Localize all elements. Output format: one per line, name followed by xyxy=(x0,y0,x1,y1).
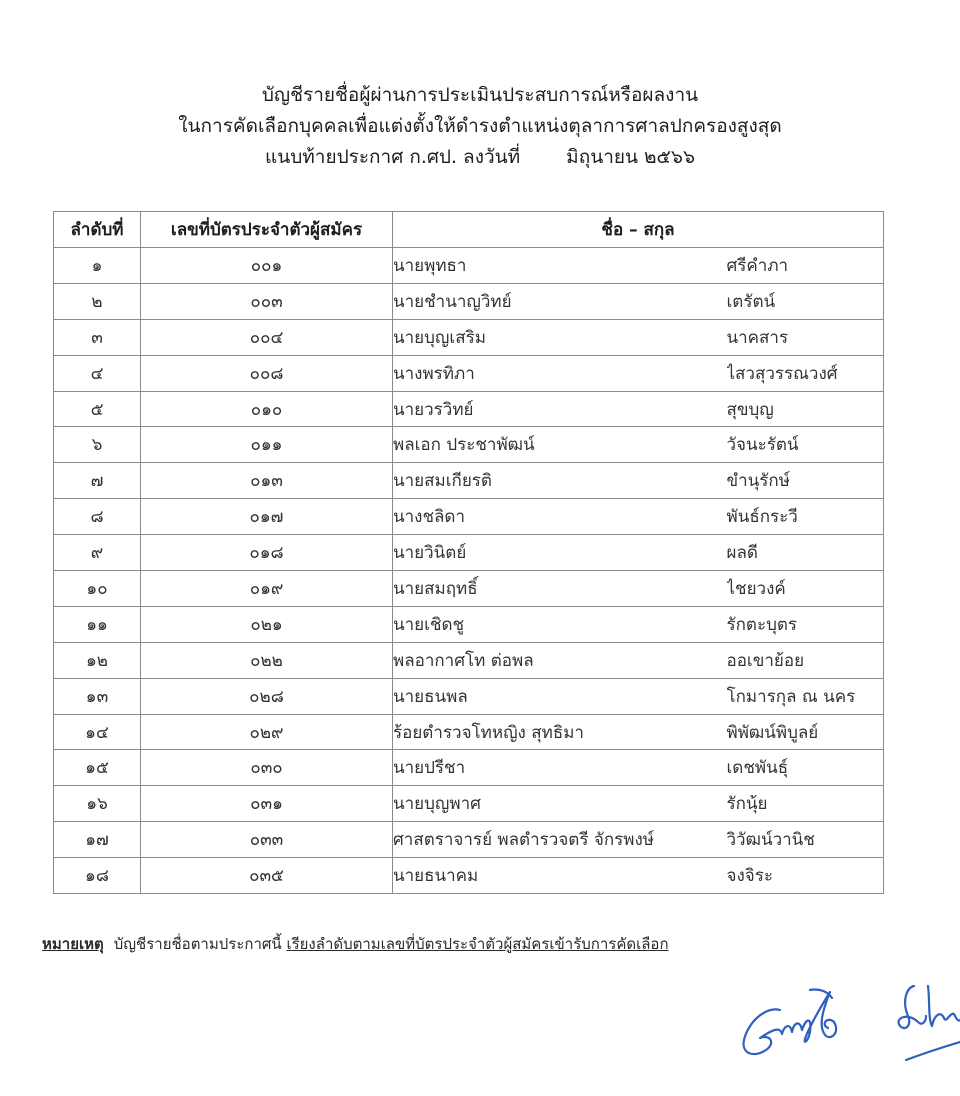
row-last-name: วิวัฒน์วานิช xyxy=(727,822,884,858)
row-applicant-id: ๐๑๙ xyxy=(141,571,393,607)
row-last-name: ขำนุรักษ์ xyxy=(727,463,884,499)
row-last-name: ไสวสุวรรณวงศ์ xyxy=(727,355,884,391)
row-order-number: ๓ xyxy=(54,319,141,355)
row-order-number: ๑๗ xyxy=(54,822,141,858)
title-line-2: ในการคัดเลือกบุคคลเพื่อแต่งตั้งให้ดำรงตำแหน่งตุลาการศาลปกครองสูงสุด xyxy=(178,115,782,137)
document-title xyxy=(0,80,960,173)
table-row xyxy=(54,822,884,858)
row-applicant-id: ๐๓๕ xyxy=(141,858,393,894)
column-header-name: ชื่อ – สกุล xyxy=(393,212,884,248)
row-order-number: ๑๐ xyxy=(54,571,141,607)
row-first-name: นายบุญพาศ xyxy=(393,786,727,822)
row-last-name: สุขบุญ xyxy=(727,391,884,427)
row-order-number: ๑๑ xyxy=(54,606,141,642)
row-first-name: นายธนพล xyxy=(393,678,727,714)
announcement-month-year: มิถุนายน ๒๕๖๖ xyxy=(566,146,696,168)
row-order-number: ๑๖ xyxy=(54,786,141,822)
row-first-name: นายสมเกียรติ xyxy=(393,463,727,499)
table-row xyxy=(54,355,884,391)
table-header-row xyxy=(54,212,884,248)
footnote-text: บัญชีรายชื่อตามประกาศนี้ xyxy=(113,935,282,953)
title-line-3 xyxy=(0,142,960,173)
row-applicant-id: ๐๑๐ xyxy=(141,391,393,427)
handwritten-signature-icon xyxy=(736,982,960,1072)
row-order-number: ๒ xyxy=(54,283,141,319)
row-order-number: ๑๘ xyxy=(54,858,141,894)
row-last-name: รักตะบุตร xyxy=(727,606,884,642)
row-order-number: ๑๒ xyxy=(54,642,141,678)
table-row xyxy=(54,391,884,427)
row-last-name: รักนุ้ย xyxy=(727,786,884,822)
row-applicant-id: ๐๐๔ xyxy=(141,319,393,355)
table-row xyxy=(54,248,884,284)
signature-image xyxy=(736,982,960,1072)
table-row xyxy=(54,606,884,642)
row-applicant-id: ๐๑๗ xyxy=(141,499,393,535)
row-first-name: ร้อยตำรวจโทหญิง สุทธิมา xyxy=(393,714,727,750)
row-last-name: พิพัฒน์พิบูลย์ xyxy=(727,714,884,750)
row-first-name: นายพุทธา xyxy=(393,248,727,284)
row-last-name: นาคสาร xyxy=(727,319,884,355)
row-last-name: วัจนะรัตน์ xyxy=(727,427,884,463)
row-last-name: พันธ์กระวี xyxy=(727,499,884,535)
row-order-number: ๕ xyxy=(54,391,141,427)
row-applicant-id: ๐๒๒ xyxy=(141,642,393,678)
table-row xyxy=(54,714,884,750)
row-applicant-id: ๐๐๑ xyxy=(141,248,393,284)
row-first-name: นายชำนาญวิทย์ xyxy=(393,283,727,319)
row-order-number: ๘ xyxy=(54,499,141,535)
row-first-name: ศาสตราจารย์ พลตำรวจตรี จักรพงษ์ xyxy=(393,822,727,858)
row-applicant-id: ๐๓๐ xyxy=(141,750,393,786)
table-row xyxy=(54,858,884,894)
row-first-name: นายธนาคม xyxy=(393,858,727,894)
row-order-number: ๔ xyxy=(54,355,141,391)
row-first-name: นายวรวิทย์ xyxy=(393,391,727,427)
row-applicant-id: ๐๐๘ xyxy=(141,355,393,391)
table-row xyxy=(54,499,884,535)
row-order-number: ๗ xyxy=(54,463,141,499)
row-last-name: ศรีคำภา xyxy=(727,248,884,284)
footnote-label: หมายเหตุ xyxy=(42,935,104,953)
row-last-name: จงจิระ xyxy=(727,858,884,894)
row-applicant-id: ๐๒๙ xyxy=(141,714,393,750)
row-first-name: นายวินิตย์ xyxy=(393,535,727,571)
row-applicant-id: ๐๑๑ xyxy=(141,427,393,463)
table-row xyxy=(54,786,884,822)
table-row xyxy=(54,463,884,499)
table-row xyxy=(54,427,884,463)
row-applicant-id: ๐๒๘ xyxy=(141,678,393,714)
row-applicant-id: ๐๓๑ xyxy=(141,786,393,822)
row-first-name: พลอากาศโท ต่อพล xyxy=(393,642,727,678)
footnote-sort-order: เรียงลำดับตามเลขที่บัตรประจำตัวผู้สมัครเข้ารับการคัดเลือก xyxy=(286,935,669,953)
table-row xyxy=(54,678,884,714)
row-last-name: ไชยวงค์ xyxy=(727,571,884,607)
title-line-1: บัญชีรายชื่อผู้ผ่านการประเมินประสบการณ์หรือผลงาน xyxy=(261,84,699,106)
row-applicant-id: ๐๓๓ xyxy=(141,822,393,858)
row-first-name: พลเอก ประชาพัฒน์ xyxy=(393,427,727,463)
table-row xyxy=(54,319,884,355)
table-row xyxy=(54,750,884,786)
announcement-reference: แนบท้ายประกาศ ก.ศป. ลงวันที่ xyxy=(264,146,521,168)
row-order-number: ๑๔ xyxy=(54,714,141,750)
table-row xyxy=(54,642,884,678)
row-first-name: นายปรีชา xyxy=(393,750,727,786)
row-last-name: ออเขาย้อย xyxy=(727,642,884,678)
table-row xyxy=(54,571,884,607)
row-applicant-id: ๐๑๘ xyxy=(141,535,393,571)
table-row xyxy=(54,535,884,571)
row-last-name: ผลดี xyxy=(727,535,884,571)
row-applicant-id: ๐๐๓ xyxy=(141,283,393,319)
row-first-name: นางพรทิภา xyxy=(393,355,727,391)
row-order-number: ๑ xyxy=(54,248,141,284)
row-first-name: นายเชิดชู xyxy=(393,606,727,642)
row-order-number: ๑๕ xyxy=(54,750,141,786)
row-last-name: โกมารกุล ณ นคร xyxy=(727,678,884,714)
row-first-name: นางชลิดา xyxy=(393,499,727,535)
footnote xyxy=(42,932,669,956)
row-first-name: นายบุญเสริม xyxy=(393,319,727,355)
row-applicant-id: ๐๑๓ xyxy=(141,463,393,499)
row-last-name: เดชพันธุ์ xyxy=(727,750,884,786)
column-header-order: ลำดับที่ xyxy=(54,212,141,248)
row-order-number: ๖ xyxy=(54,427,141,463)
candidate-list-table xyxy=(53,211,884,894)
row-order-number: ๙ xyxy=(54,535,141,571)
row-applicant-id: ๐๒๑ xyxy=(141,606,393,642)
row-last-name: เตรัตน์ xyxy=(727,283,884,319)
row-first-name: นายสมฤทธิ์ xyxy=(393,571,727,607)
row-order-number: ๑๓ xyxy=(54,678,141,714)
column-header-applicant-id: เลขที่บัตรประจำตัวผู้สมัคร xyxy=(141,212,393,248)
table-row xyxy=(54,283,884,319)
table-body xyxy=(54,248,884,894)
